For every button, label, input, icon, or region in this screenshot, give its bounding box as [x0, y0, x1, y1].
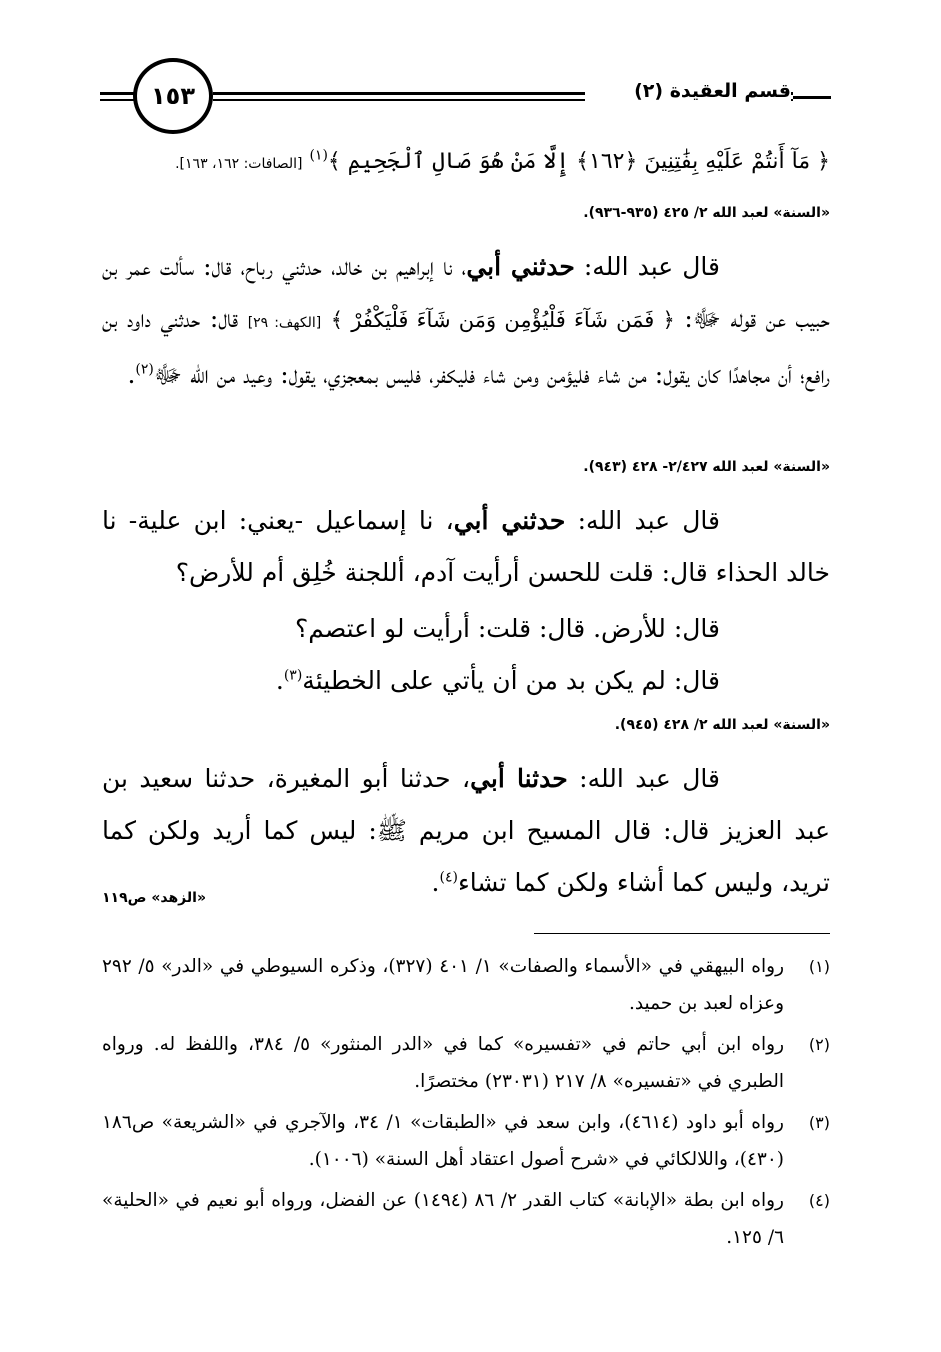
footnote-text: رواه ابن بطة «الإبانة» كتاب القدر ٢/ ٨٦ (١٤٩٤) عن الفضل، ورواه أبو نعيم في «الحلية» ٦/ ١٢٥. — [102, 1190, 784, 1248]
period: . — [275, 666, 284, 695]
narrator-bold: حدثني أبي — [466, 252, 575, 281]
footnote-text: رواه ابن أبي حاتم في «تفسيره» كما في «الدر المنثور» ٥/ ٣٨٤، واللفظ له. ورواه الطبري في «تفسيره» ٨/ ٢١٧ (٢٣٠٣١) مختصرًا. — [102, 1034, 785, 1092]
speaker: قال عبد الله: — [565, 506, 720, 535]
indent — [720, 506, 830, 535]
footnote-ref-3: (٣) — [283, 667, 303, 684]
header-rule-far-right — [793, 96, 831, 99]
footnote-3 — [102, 1104, 830, 1178]
speaker: قال عبد الله: — [567, 764, 720, 793]
paragraph-3 — [102, 495, 830, 599]
text: ، نا إسماعيل -يعني: ابن علية- نا خالد الحذاء قال: قلت للحسن أرأيت آدم، أللجنة خُلِق أم للأرض؟ — [102, 506, 830, 587]
header-rule-left-bottom — [100, 99, 134, 101]
footnote-text: رواه البيهقي في «الأسماء والصفات» ١/ ٤٠١ (٣٢٧)، وذكره السيوطي في «الدر» ٥/ ٢٩٢ وعزاه لعبد بن حميد. — [102, 956, 785, 1014]
text-b: قال: حدثني داود بن رافع؛ أن مجاهدًا كان يقول: من شاء فليؤمن ومن شاء فليكفر، فليس بمعجزي، يقول: وعيد من الله ﷻ — [102, 304, 830, 389]
dialogue-line-2: قال: للأرض. قال: قلت: أرأيت لو اعتصم؟ — [295, 614, 720, 643]
page-number: ١٥٣ — [151, 82, 195, 110]
narrator-bold: حدثني أبي — [453, 506, 566, 535]
dialogue-line-3: قال: لم يكن بد من أن يأتي على الخطيئة — [302, 666, 720, 695]
footnote-number: (٤) — [808, 1191, 830, 1210]
page-number-badge — [133, 58, 213, 134]
quran-reference: [الكهف: ٢٩] — [247, 315, 322, 331]
paragraph-2 — [102, 241, 830, 401]
footnote-2 — [102, 1026, 830, 1100]
text-a: ، نا إبراهيم بن خالد، حدثني رباح، قال: سألت عمر بن حبيب عن قوله ﷻ: — [102, 252, 830, 333]
verse-reference: [الصافات: ١٦٢، ١٦٣]. — [175, 156, 303, 172]
quran-quote: ﴿ فَمَن شَآءَ فَلْيُؤْمِن وَمَن شَآءَ فَلْيَكْفُرْ ﴾ — [330, 308, 675, 332]
indent — [720, 666, 830, 695]
footnote-separator — [534, 933, 830, 934]
quran-verse — [102, 142, 830, 184]
period: . — [431, 868, 440, 897]
paragraph-3-line-3 — [102, 655, 830, 707]
source-citation-2: «السنة» لعبد الله ٢/٤٢٧- ٤٢٨ (٩٤٣). — [583, 459, 830, 475]
period: . — [127, 360, 136, 389]
footnote-number: (٢) — [808, 1035, 830, 1054]
footnote-text: رواه أبو داود (٤٦١٤)، وابن سعد في «الطبقات» ١/ ٣٤، والآجري في «الشريعة» ص١٨٦ (٤٣٠)، واللالكائي في «شرح أصول اعتقاد أهل السنة» (١٠٠٦). — [102, 1112, 784, 1170]
footnote-1 — [102, 948, 830, 1022]
narrator-bold: حدثنا أبي — [470, 764, 568, 793]
source-citation-1: «السنة» لعبد الله ٢/ ٤٢٥ (٩٣٥-٩٣٦). — [583, 205, 830, 221]
text: ، حدثنا أبو المغيرة، حدثنا سعيد بن عبد العزيز قال: قال المسيح ابن مريم ﷺ: ليس كما أريد ولكن كما تريد، وليس كما أشاء ولكن كما تشاء — [102, 764, 830, 897]
footnote-ref-4: (٤) — [439, 869, 458, 886]
paragraph-3-line-2 — [102, 603, 830, 655]
indent — [720, 614, 830, 643]
footnote-ref-1: (١) — [309, 147, 328, 164]
paragraph-4 — [102, 753, 830, 909]
source-citation-4: «الزهد» ص١١٩ — [102, 890, 206, 906]
verse-text: ﴿ مَآ أَنتُمْ عَلَيْهِ بِفَٰتِنِينَ ﴿١٦٢﴾ إِلَّا مَنْ هُوَ صَالِ ٱلْجَحِيمِ ﴾ — [327, 149, 830, 174]
source-citation-3: «السنة» لعبد الله ٢/ ٤٢٨ (٩٤٥). — [614, 717, 830, 733]
speaker: قال عبد الله: — [574, 252, 720, 281]
footnote-ref-2: (٢) — [135, 361, 154, 378]
footnote-number: (٣) — [808, 1113, 830, 1132]
header-rule-left-top — [100, 92, 134, 95]
footnote-4 — [102, 1182, 830, 1256]
indent — [720, 252, 830, 281]
footnote-number: (١) — [808, 957, 830, 976]
section-title: قسم العقيدة (٢) — [585, 80, 791, 102]
indent — [720, 764, 830, 793]
